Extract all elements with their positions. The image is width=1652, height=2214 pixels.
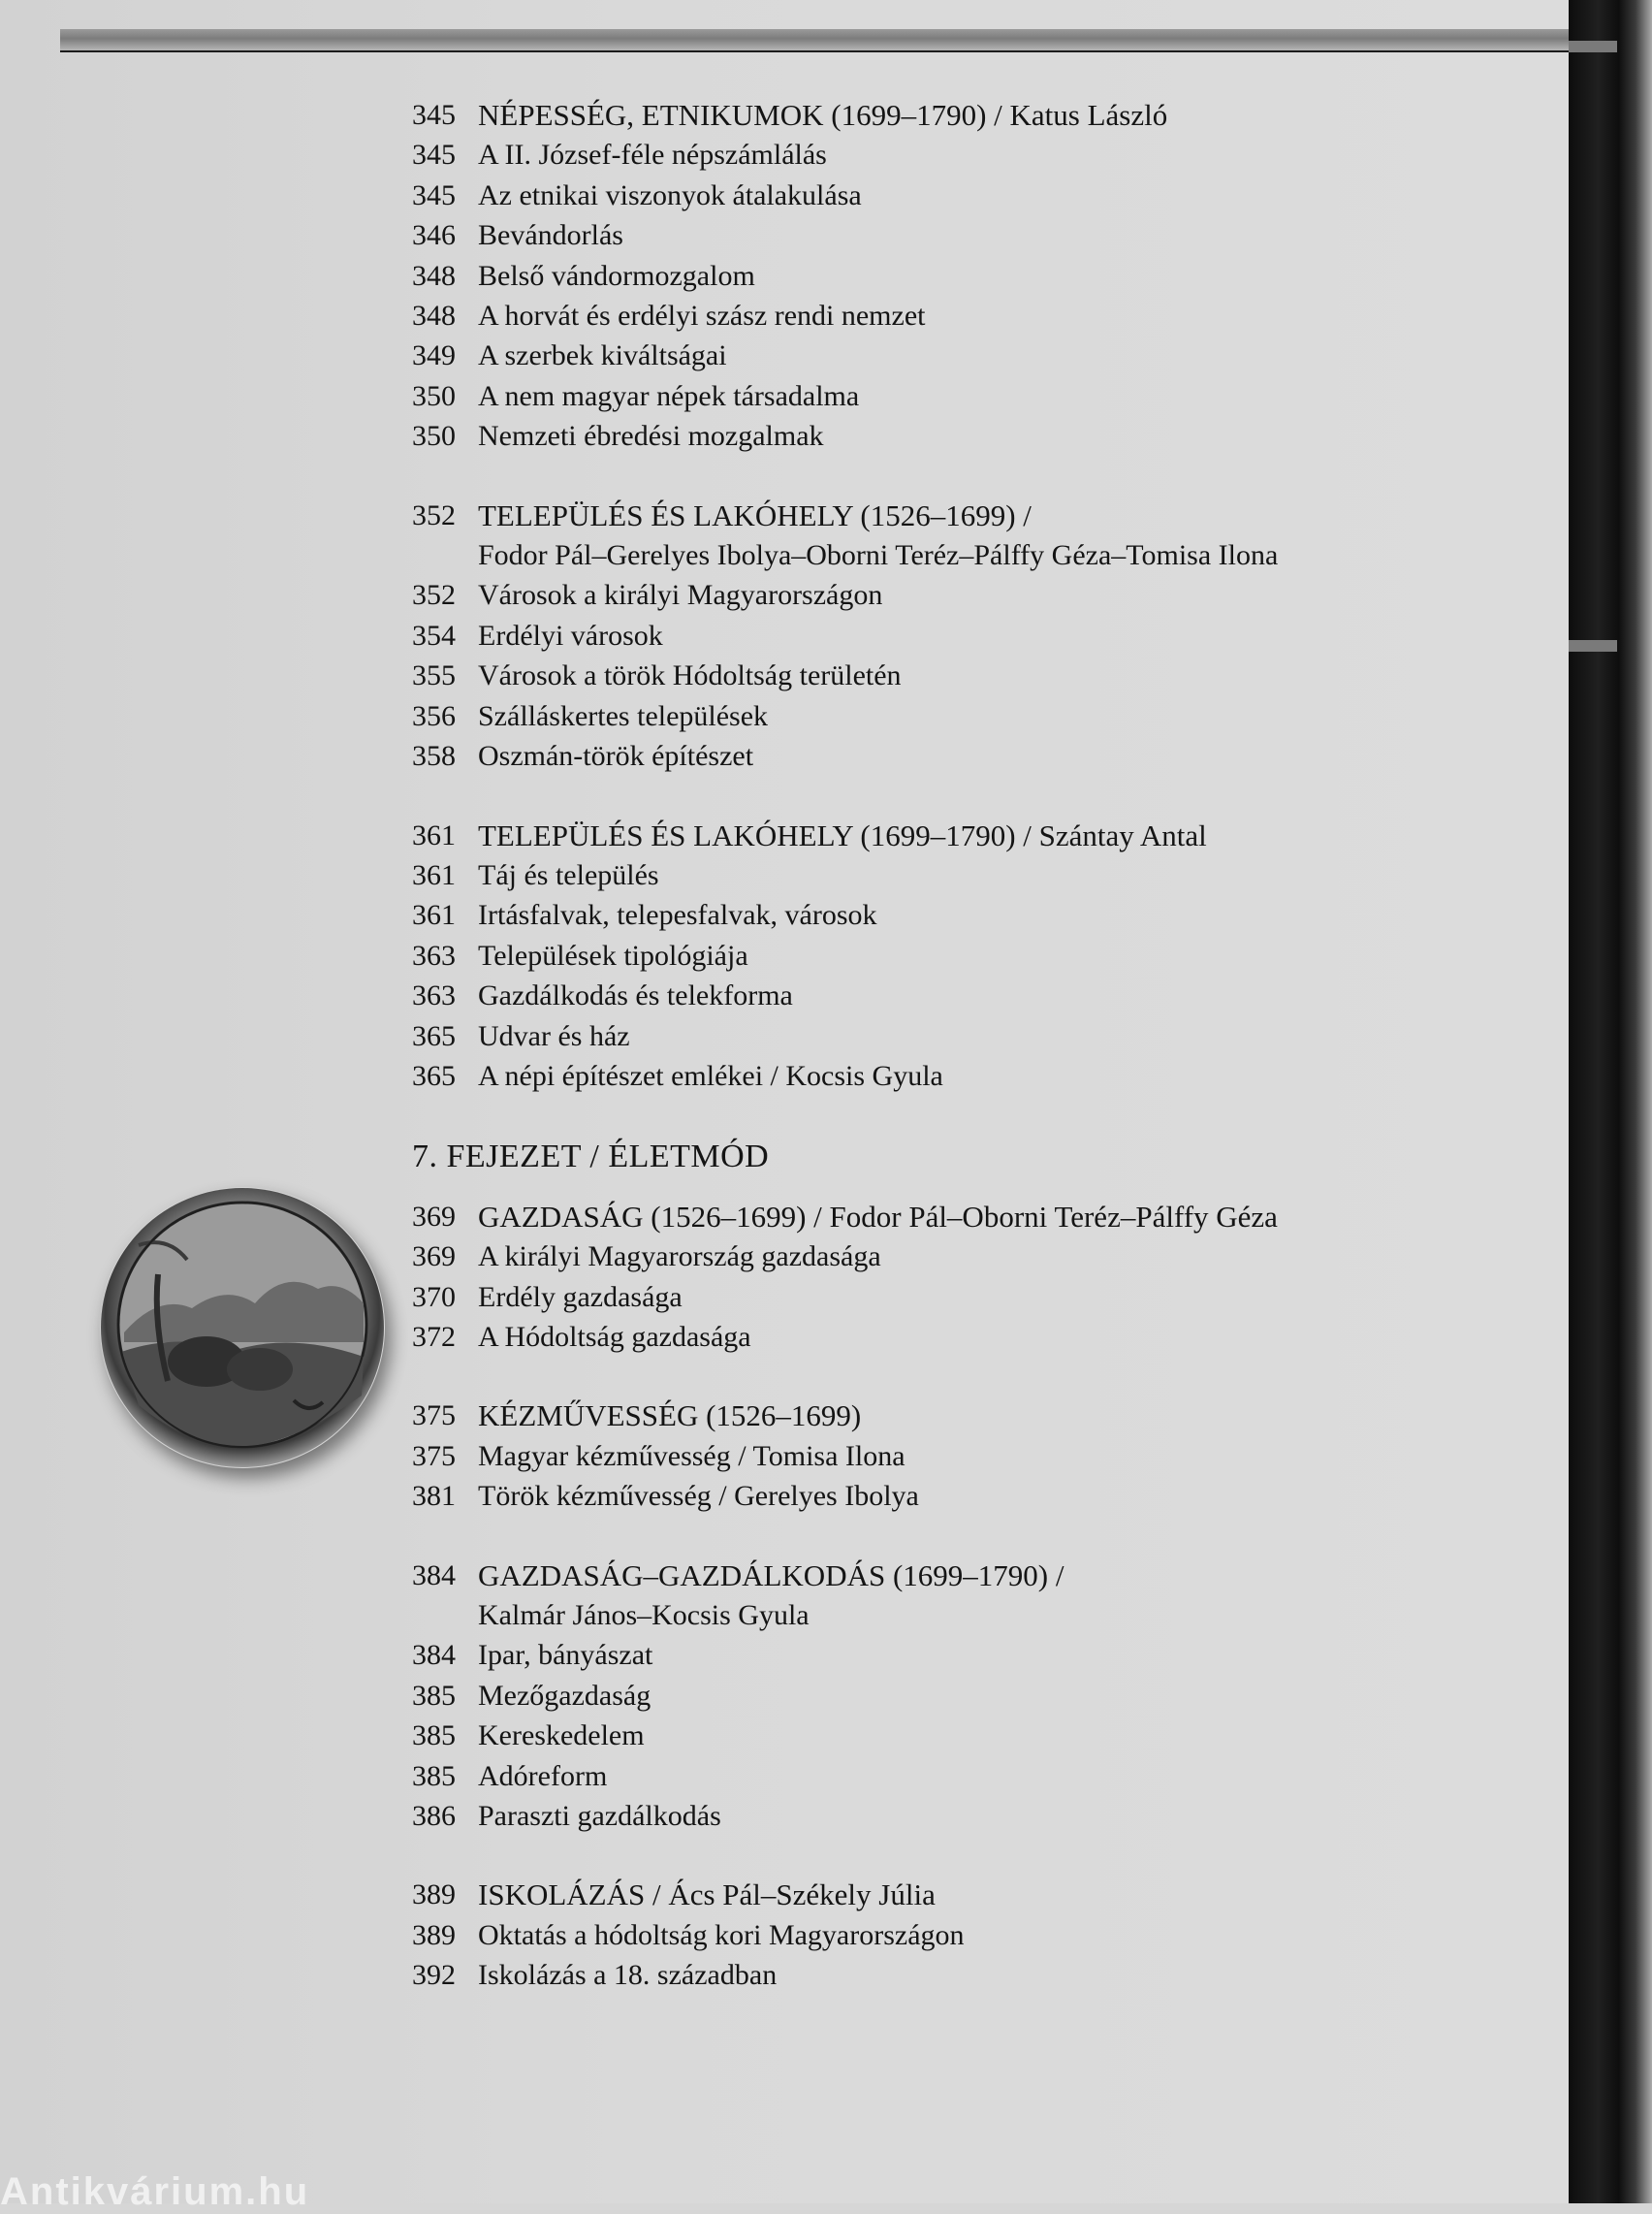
section-heading	[412, 1396, 1556, 1435]
watermark-text: Antikvárium.hu	[0, 2170, 310, 2213]
toc-entry	[412, 1635, 1556, 1675]
page-number: 345	[412, 178, 456, 211]
toc-entry	[412, 1676, 1556, 1716]
section-heading	[412, 816, 1556, 855]
toc-entry	[412, 135, 1556, 175]
page-number: 385	[412, 1679, 456, 1712]
page-number: 358	[412, 740, 456, 773]
page-number: 345	[412, 139, 456, 172]
page-number: 356	[412, 699, 456, 732]
section-spacer	[412, 457, 1556, 496]
toc-entry	[412, 976, 1556, 1015]
toc-entry	[412, 936, 1556, 976]
entry-title: GAZDASÁG (1526–1699) / Fodor Pál–Oborni Teréz–Pálffy Géza	[478, 1199, 1278, 1234]
toc-entry	[412, 855, 1556, 895]
page-number: 375	[412, 1439, 456, 1472]
toc-section	[412, 1556, 1556, 1837]
toc-entry	[412, 336, 1556, 375]
toc-entry	[412, 575, 1556, 615]
entry-title: Gazdálkodás és telekforma	[478, 979, 793, 1012]
entry-title: Irtásfalvak, telepesfalvak, városok	[478, 899, 877, 932]
page-number: 372	[412, 1320, 456, 1353]
page-number: 352	[412, 498, 456, 531]
toc-entry	[412, 656, 1556, 695]
section-spacer	[412, 777, 1556, 816]
toc-entry	[412, 1796, 1556, 1836]
entry-title: Oszmán-török építészet	[478, 740, 754, 773]
entry-title: Török kézművesség / Gerelyes Ibolya	[478, 1480, 919, 1513]
entry-title: Oktatás a hódoltság kori Magyarországon	[478, 1918, 965, 1951]
page-number: 365	[412, 1059, 456, 1092]
entry-title: Szálláskertes települések	[478, 699, 769, 732]
toc-section	[412, 95, 1556, 457]
entry-title: Kereskedelem	[478, 1719, 645, 1752]
toc-entry	[412, 416, 1556, 456]
page-number: 385	[412, 1719, 456, 1752]
page-number: 386	[412, 1800, 456, 1833]
page-number: 389	[412, 1878, 456, 1911]
page-number: 384	[412, 1558, 456, 1591]
toc-section	[412, 1875, 1556, 1995]
section-heading-authors: Kalmár János–Kocsis Gyula	[478, 1599, 810, 1631]
toc-sections-part-2	[412, 1197, 1556, 1996]
page-number: 352	[412, 579, 456, 612]
toc-entry	[412, 1317, 1556, 1357]
entry-title: Nemzeti ébredési mozgalmak	[478, 420, 824, 453]
entry-title: ISKOLÁZÁS / Ács Pál–Székely Júlia	[478, 1877, 936, 1912]
page-number: 346	[412, 219, 456, 252]
entry-title: Paraszti gazdálkodás	[478, 1800, 721, 1833]
spine-band	[1569, 41, 1617, 52]
page-number: 354	[412, 619, 456, 652]
toc-entry	[412, 1436, 1556, 1476]
entry-title: TELEPÜLÉS ÉS LAKÓHELY (1526–1699) /	[478, 497, 1032, 532]
toc-entry	[412, 176, 1556, 215]
section-heading	[412, 1197, 1556, 1236]
toc-entry	[412, 616, 1556, 656]
section-spacer	[412, 1517, 1556, 1556]
entry-title: Ipar, bányászat	[478, 1639, 653, 1672]
entry-title: Városok a török Hódoltság területén	[478, 659, 902, 692]
page-number: 349	[412, 339, 456, 372]
entry-title: A nem magyar népek társadalma	[478, 379, 860, 412]
page-number: 350	[412, 379, 456, 412]
entry-title: Erdély gazdasága	[478, 1280, 683, 1313]
entry-title: Az etnikai viszonyok átalakulása	[478, 178, 862, 211]
toc-entry	[412, 1476, 1556, 1516]
page-number: 384	[412, 1639, 456, 1672]
page-number: 385	[412, 1759, 456, 1792]
toc-sections-part-1	[412, 95, 1556, 1096]
toc-entry	[412, 1056, 1556, 1096]
toc-entry	[412, 1915, 1556, 1955]
page-number: 392	[412, 1959, 456, 1992]
entry-title: Iskolázás a 18. században	[478, 1959, 778, 1992]
page-number: 369	[412, 1240, 456, 1273]
entry-title: A szerbek kiváltságai	[478, 339, 727, 372]
toc-entry	[412, 376, 1556, 416]
entry-title: NÉPESSÉG, ETNIKUMOK (1699–1790) / Katus László	[478, 98, 1168, 132]
entry-title: Adóreform	[478, 1759, 608, 1792]
spine-band	[1569, 640, 1617, 652]
entry-title: GAZDASÁG–GAZDÁLKODÁS (1699–1790) /	[478, 1557, 1064, 1592]
page-number: 355	[412, 659, 456, 692]
toc-entry	[412, 1016, 1556, 1056]
toc-section	[412, 1197, 1556, 1358]
toc-section	[412, 816, 1556, 1097]
chapter-title: 7. FEJEZET / ÉLETMÓD	[412, 1139, 770, 1175]
entry-title: A II. József-féle népszámlálás	[478, 139, 827, 172]
entry-title: Bevándorlás	[478, 219, 623, 252]
page-number: 345	[412, 99, 456, 131]
section-spacer	[412, 1357, 1556, 1396]
toc-entry	[412, 696, 1556, 736]
toc-entry	[412, 736, 1556, 776]
entry-title: A Hódoltság gazdasága	[478, 1320, 751, 1353]
page-number: 361	[412, 818, 456, 851]
entry-title: Városok a királyi Magyarországon	[478, 579, 883, 612]
section-heading-authors: Fodor Pál–Gerelyes Ibolya–Oborni Teréz–Pálffy Géza–Tomisa Ilona	[478, 539, 1279, 572]
section-spacer	[412, 1836, 1556, 1875]
page-number: 370	[412, 1280, 456, 1313]
table-of-contents	[412, 95, 1556, 1996]
page-number: 348	[412, 300, 456, 333]
toc-entry	[412, 1277, 1556, 1317]
entry-title: TELEPÜLÉS ÉS LAKÓHELY (1699–1790) / Szántay Antal	[478, 818, 1207, 852]
page-number: 375	[412, 1399, 456, 1432]
toc-section	[412, 1396, 1556, 1516]
section-heading	[412, 95, 1556, 135]
entry-title: Táj és település	[478, 858, 659, 891]
page-number: 389	[412, 1918, 456, 1951]
page-number: 350	[412, 420, 456, 453]
page-number: 363	[412, 939, 456, 972]
toc-entry	[412, 1955, 1556, 1995]
entry-title: Belső vándormozgalom	[478, 259, 755, 292]
entry-title: A királyi Magyarország gazdasága	[478, 1240, 881, 1273]
toc-entry	[412, 1756, 1556, 1796]
section-heading	[412, 1556, 1556, 1595]
page-number: 348	[412, 259, 456, 292]
toc-entry	[412, 256, 1556, 296]
toc-entry	[412, 215, 1556, 255]
toc-entry	[412, 1236, 1556, 1276]
entry-title: Települések tipológiája	[478, 939, 748, 972]
header-rule	[60, 29, 1569, 52]
page-number: 363	[412, 979, 456, 1012]
entry-title: KÉZMŰVESSÉG (1526–1699)	[478, 1398, 862, 1433]
entry-title: A horvát és erdélyi szász rendi nemzet	[478, 300, 926, 333]
section-heading	[412, 496, 1556, 535]
entry-title: Udvar és ház	[478, 1019, 630, 1052]
toc-entry	[412, 1716, 1556, 1755]
page-number: 369	[412, 1200, 456, 1233]
page-number: 381	[412, 1480, 456, 1513]
page-number: 361	[412, 899, 456, 932]
entry-title: Mezőgazdaság	[478, 1679, 651, 1712]
toc-entry	[412, 296, 1556, 336]
entry-title: Erdélyi városok	[478, 619, 663, 652]
section-heading	[412, 1875, 1556, 1914]
ceramic-plate-illustration	[100, 1187, 385, 1468]
toc-entry	[412, 895, 1556, 935]
entry-title: A népi építészet emlékei / Kocsis Gyula	[478, 1059, 943, 1092]
book-spine-edge	[1569, 0, 1652, 2203]
page-number: 365	[412, 1019, 456, 1052]
page-number: 361	[412, 858, 456, 891]
entry-title: Magyar kézművesség / Tomisa Ilona	[478, 1439, 905, 1472]
toc-section	[412, 496, 1556, 777]
